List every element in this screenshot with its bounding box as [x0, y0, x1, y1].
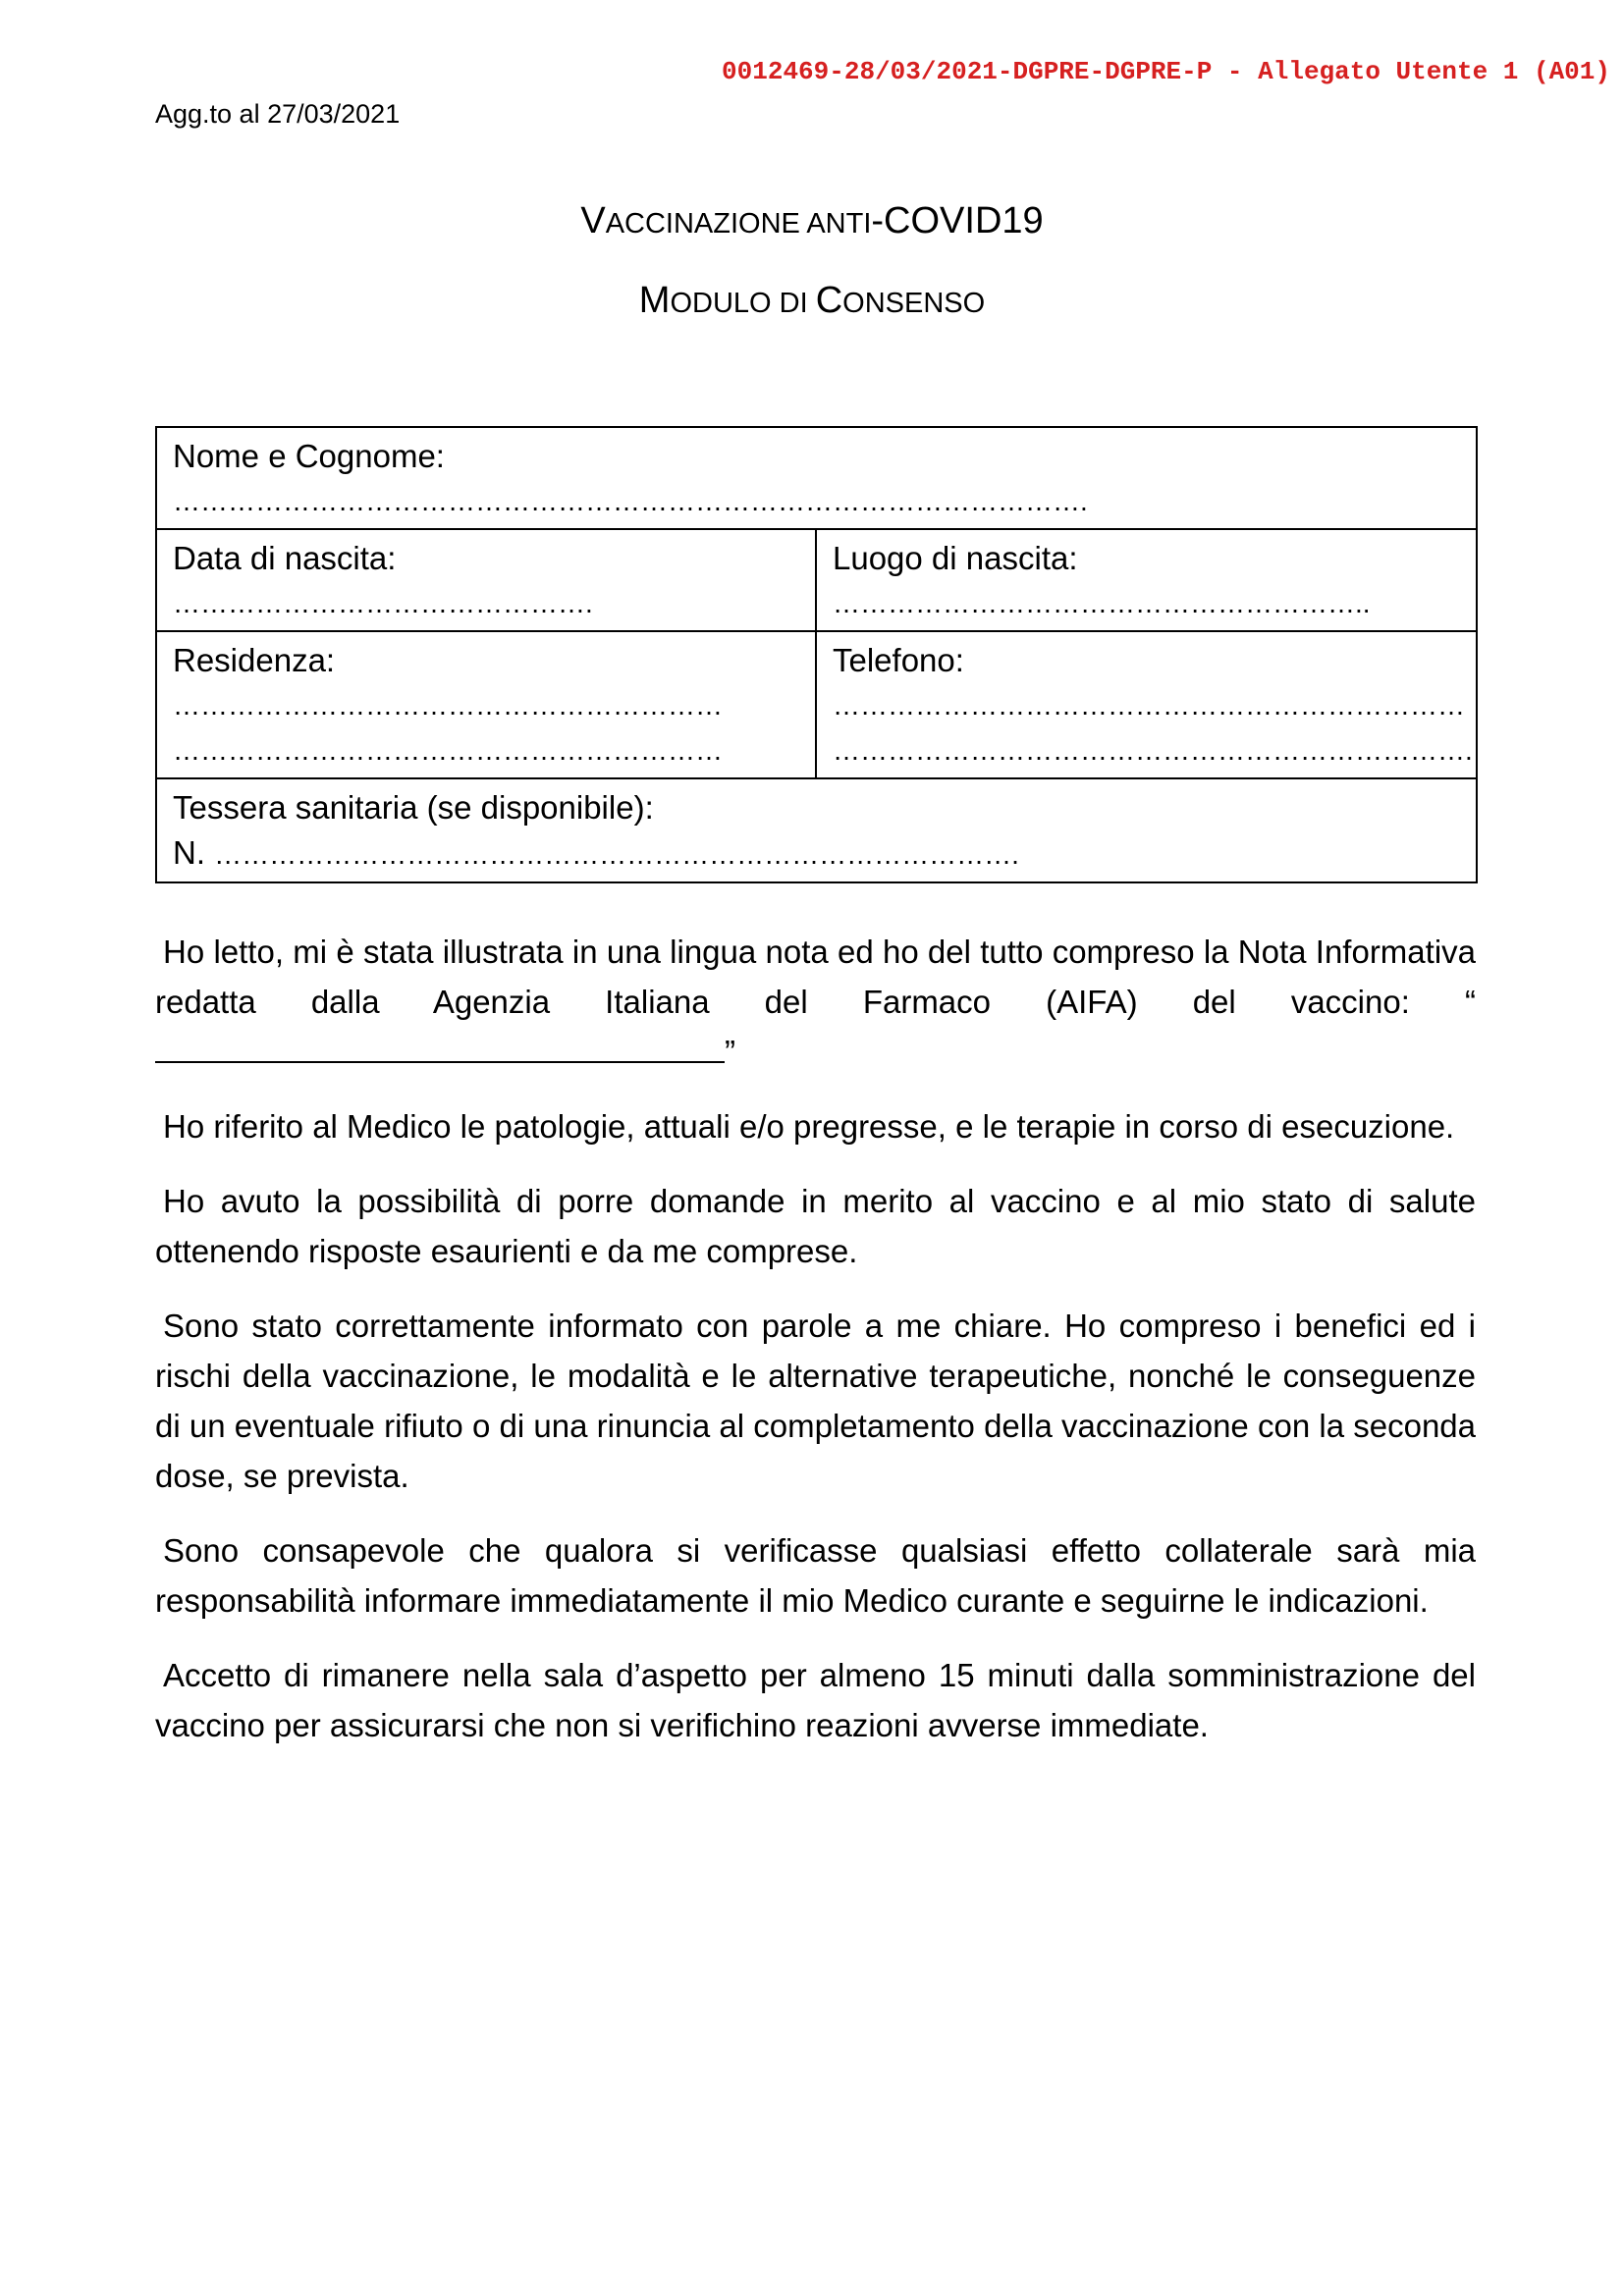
consent-statements	[155, 927, 1476, 1775]
name-dots: ……………………………………………………………………………………….	[173, 486, 1088, 516]
subtitle-smallcaps: ODULO DI	[670, 288, 816, 319]
residence-field[interactable]	[156, 631, 816, 778]
title-cap: V	[580, 200, 606, 241]
birth-place-field[interactable]	[816, 529, 1477, 631]
subtitle-cap: M	[638, 280, 671, 321]
residence-label: Residenza:	[173, 642, 336, 678]
statement-aifa-note	[155, 927, 1476, 1077]
statement-pathologies: Ho riferito al Medico le patologie, attuali e/o pregresse, e le terapie in corso di esecuzione.	[163, 1108, 1455, 1145]
vaccine-name-field[interactable]	[155, 1032, 725, 1063]
document-subtitle	[0, 280, 1624, 322]
birth-date-dots: ……………………………………….	[173, 588, 593, 618]
name-field[interactable]	[156, 427, 1477, 529]
personal-data-form	[155, 426, 1478, 883]
phone-field[interactable]	[816, 631, 1477, 778]
birth-place-dots: …………………………………………………..	[833, 588, 1371, 618]
subtitle-cap-2: C	[815, 280, 843, 321]
statement-waiting-room: Accetto di rimanere nella sala d’aspetto per almeno 15 minuti dalla somministrazione del vaccino per assicurarsi che non si verifichino reazioni avverse immediate.	[155, 1657, 1476, 1743]
title-rest: -COVID19	[871, 200, 1044, 241]
phone-dots-1: ……………………………………………………………	[833, 690, 1465, 721]
title-smallcaps: ACCINAZIONE ANTI	[605, 208, 872, 240]
open-quote: “	[1465, 984, 1477, 1020]
birth-place-label: Luogo di nascita:	[833, 540, 1078, 576]
residence-dots-1: ……………………………………………………	[173, 690, 723, 721]
health-card-number-line	[173, 830, 1460, 878]
birth-date-label: Data di nascita:	[173, 540, 397, 576]
health-card-dots: …………………………………………………………………………….	[214, 839, 1019, 870]
update-date: Agg.to al 27/03/2021	[155, 99, 401, 129]
statement-aifa-text: Ho letto, mi è stata illustrata in una lingua nota ed ho del tutto compreso la Nota Informativa redatta dalla Agenzia Italiana del Farmaco (AIFA) del vaccino:	[155, 934, 1476, 1020]
birth-date-field[interactable]	[156, 529, 816, 631]
health-card-label: Tessera sanitaria (se disponibile):	[173, 789, 654, 826]
subtitle-smallcaps-2: ONSENSO	[842, 288, 986, 319]
health-card-field[interactable]	[156, 778, 1477, 882]
close-quote: ”	[725, 1034, 735, 1070]
statement-informed: Sono stato correttamente informato con parole a me chiare. Ho compreso i benefici ed i rischi della vaccinazione, le modalità e le alternative terapeutiche, nonché le conseguenze di un eventuale rifiuto o di una rinuncia al completamento della vaccinazione con la seconda dose, se prevista.	[155, 1308, 1476, 1494]
document-title	[0, 200, 1624, 242]
statement-questions: Ho avuto la possibilità di porre domande in merito al vaccino e al mio stato di salute ottenendo risposte esaurienti e da me comprese.	[155, 1183, 1476, 1269]
protocol-stamp: 0012469-28/03/2021-DGPRE-DGPRE-P - Allegato Utente 1 (A01)	[722, 57, 1610, 86]
statement-side-effects: Sono consapevole che qualora si verificasse qualsiasi effetto collaterale sarà mia responsabilità informare immediatamente il mio Medico curante e seguirne le indicazioni.	[155, 1532, 1476, 1619]
residence-dots-2: ……………………………………………………	[173, 735, 723, 766]
phone-label: Telefono:	[833, 642, 964, 678]
name-label: Nome e Cognome:	[173, 438, 445, 474]
health-card-prefix: N.	[173, 834, 205, 871]
phone-dots-2: …………………………………………………………….	[833, 735, 1473, 766]
